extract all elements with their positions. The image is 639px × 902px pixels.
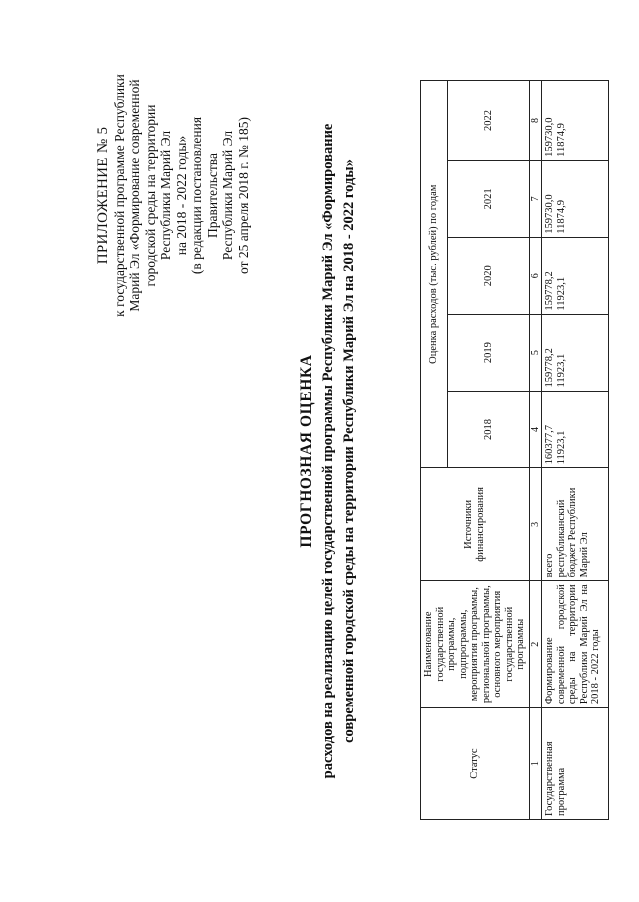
header-name: Наименование государственной программы, подпрограммы, мероприятия программы, региональной программы, основного мероприятия государственной программы (421, 581, 530, 708)
column-number: 4 (529, 391, 542, 468)
row-name: Формирование современной городской среды на территории Республики Марий Эл на 2018 - 2022 годы (542, 581, 609, 708)
value-total: 159730,0 (544, 117, 555, 157)
title-line-2: современной городской среды на территории Республики Марий Эл на 2018 - 2022 годы» (341, 159, 357, 743)
forecast-table (420, 80, 609, 820)
value-total: 159730,0 (544, 194, 555, 234)
column-number: 5 (529, 314, 542, 391)
row-sources (542, 468, 609, 581)
value-2020 (542, 237, 609, 314)
column-number: 3 (529, 468, 542, 581)
header-year-2019: 2019 (448, 314, 529, 391)
appendix-line: на 2018 - 2022 годы» (173, 135, 189, 256)
column-number: 7 (529, 160, 542, 237)
value-2022 (542, 81, 609, 161)
appendix-line: (в редакции постановления Правительства (189, 116, 220, 275)
header-year-2020: 2020 (448, 237, 529, 314)
value-total: 159778,2 (544, 348, 555, 388)
column-number: 8 (529, 81, 542, 161)
title-line-1: расходов на реализацию целей государственной программы Республики Марий Эл «Формирование (320, 123, 336, 779)
source-total: всего (544, 553, 555, 578)
appendix-line: Марий Эл «Формирование современной (127, 79, 142, 312)
header-year-2022: 2022 (448, 81, 529, 161)
document-title (298, 80, 358, 822)
row-status: Государственная программа (542, 708, 609, 820)
header-year-2021: 2021 (448, 160, 529, 237)
value-total: 160377,7 (544, 425, 555, 465)
value-2018 (542, 391, 609, 468)
column-number: 2 (529, 581, 542, 708)
value-budget: 11923,1 (555, 353, 567, 388)
appendix-line: от 25 апреля 2018 г. № 185) (235, 117, 251, 274)
header-expenses-group: Оценка расходов (тыс. рублей) по годам (421, 81, 448, 468)
value-2019 (542, 314, 609, 391)
title-heading: ПРОГНОЗНАЯ ОЦЕНКА (298, 354, 315, 548)
appendix-line: Республики Марий Эл (220, 130, 235, 261)
appendix-line: Республики Марий Эл (158, 130, 173, 261)
header-source: Источники финансирования (421, 468, 530, 581)
value-total: 159778,2 (544, 271, 555, 311)
appendix-title: ПРИЛОЖЕНИЕ № 5 (95, 126, 111, 265)
value-budget: 11923,1 (555, 430, 567, 465)
source-budget: республиканский бюджет Республики Марий Эл (555, 487, 590, 578)
column-number: 6 (529, 237, 542, 314)
header-year-2018: 2018 (448, 391, 529, 468)
value-2021 (542, 160, 609, 237)
value-budget: 11874,9 (555, 123, 567, 157)
value-budget: 11923,1 (555, 276, 567, 311)
header-status: Статус (421, 708, 530, 820)
appendix-line: городской среды на территории (142, 104, 158, 287)
value-budget: 11874,9 (555, 200, 567, 234)
table-row (542, 81, 609, 820)
appendix-block (96, 73, 251, 318)
appendix-line: к государственной программе Республики (111, 74, 127, 317)
column-number: 1 (529, 708, 542, 820)
